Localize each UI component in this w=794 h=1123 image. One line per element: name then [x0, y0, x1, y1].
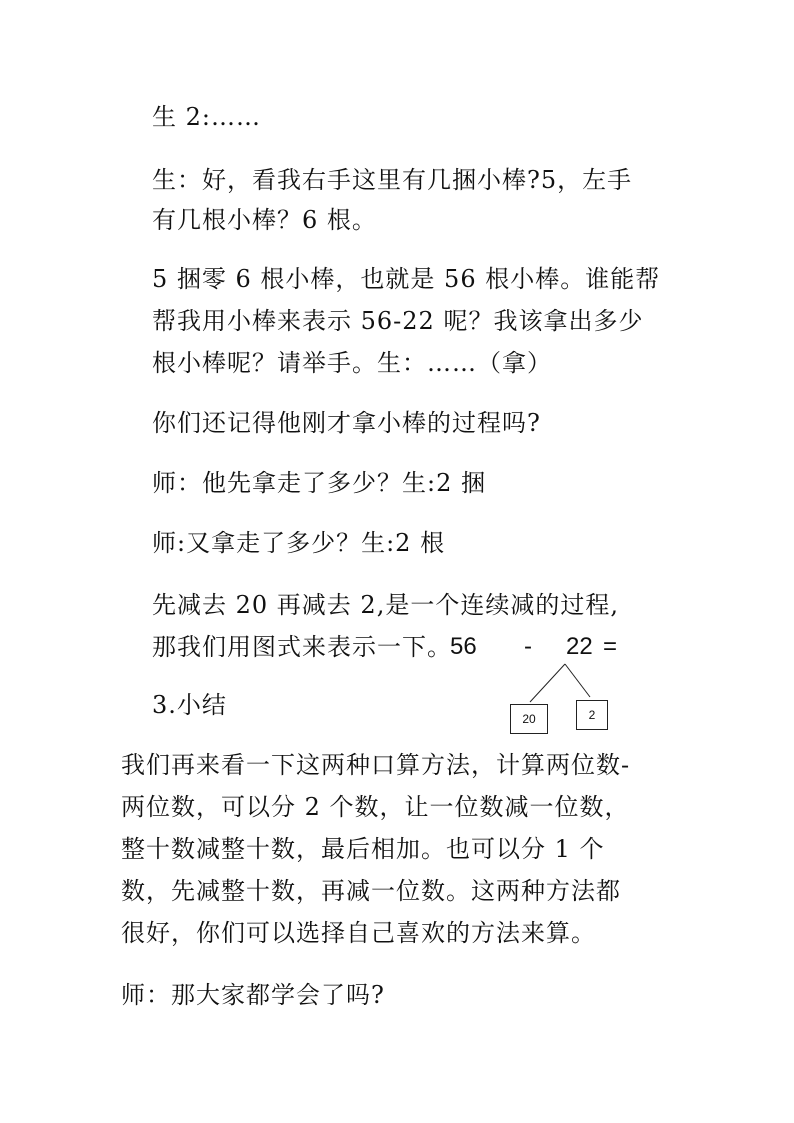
paragraph-line: 先减去 20 再减去 2,是一个连续减的过程,	[152, 591, 619, 619]
paragraph-line: 数，先减整十数，再减一位数。这两种方法都	[121, 877, 621, 905]
paragraph-line: 生：好，看我右手这里有几捆小棒?5，左手	[152, 166, 633, 194]
paragraph-line: 根小棒呢？请举手。生：……（拿）	[152, 349, 552, 377]
equation-minus: -	[524, 633, 532, 660]
split-box-left: 20	[510, 704, 548, 734]
split-box-right: 2	[576, 700, 608, 730]
paragraph-line: 两位数，可以分 2 个数，让一位数减一位数，	[121, 793, 630, 821]
paragraph-student-2: 生 2:……	[152, 103, 261, 131]
paragraph-line: 有几根小棒？6 根。	[152, 206, 377, 234]
paragraph-line: 整十数减整十数，最后相加。也可以分 1 个	[121, 835, 605, 863]
paragraph-line: 我们再来看一下这两种口算方法，计算两位数-	[121, 751, 631, 779]
equation-operand-a: 56	[450, 633, 477, 660]
paragraph-line: 师：那大家都学会了吗?	[121, 981, 385, 1009]
paragraph-line: 师：他先拿走了多少？生:2 捆	[152, 469, 486, 497]
paragraph-line: 帮我用小棒来表示 56-22 呢？我该拿出多少	[152, 307, 644, 335]
paragraph-line: 很好，你们可以选择自己喜欢的方法来算。	[121, 919, 596, 947]
equation-equals: =	[603, 633, 618, 660]
paragraph-line: 你们还记得他刚才拿小棒的过程吗?	[152, 409, 541, 437]
paragraph-line: 5 捆零 6 根小棒，也就是 56 根小棒。谁能帮	[152, 265, 661, 293]
equation-operand-b: 22	[566, 633, 593, 660]
paragraph-line: 那我们用图式来表示一下。	[152, 633, 452, 661]
paragraph-line: 师:又拿走了多少？生:2 根	[152, 529, 446, 557]
section-heading: 3.小结	[152, 691, 227, 719]
